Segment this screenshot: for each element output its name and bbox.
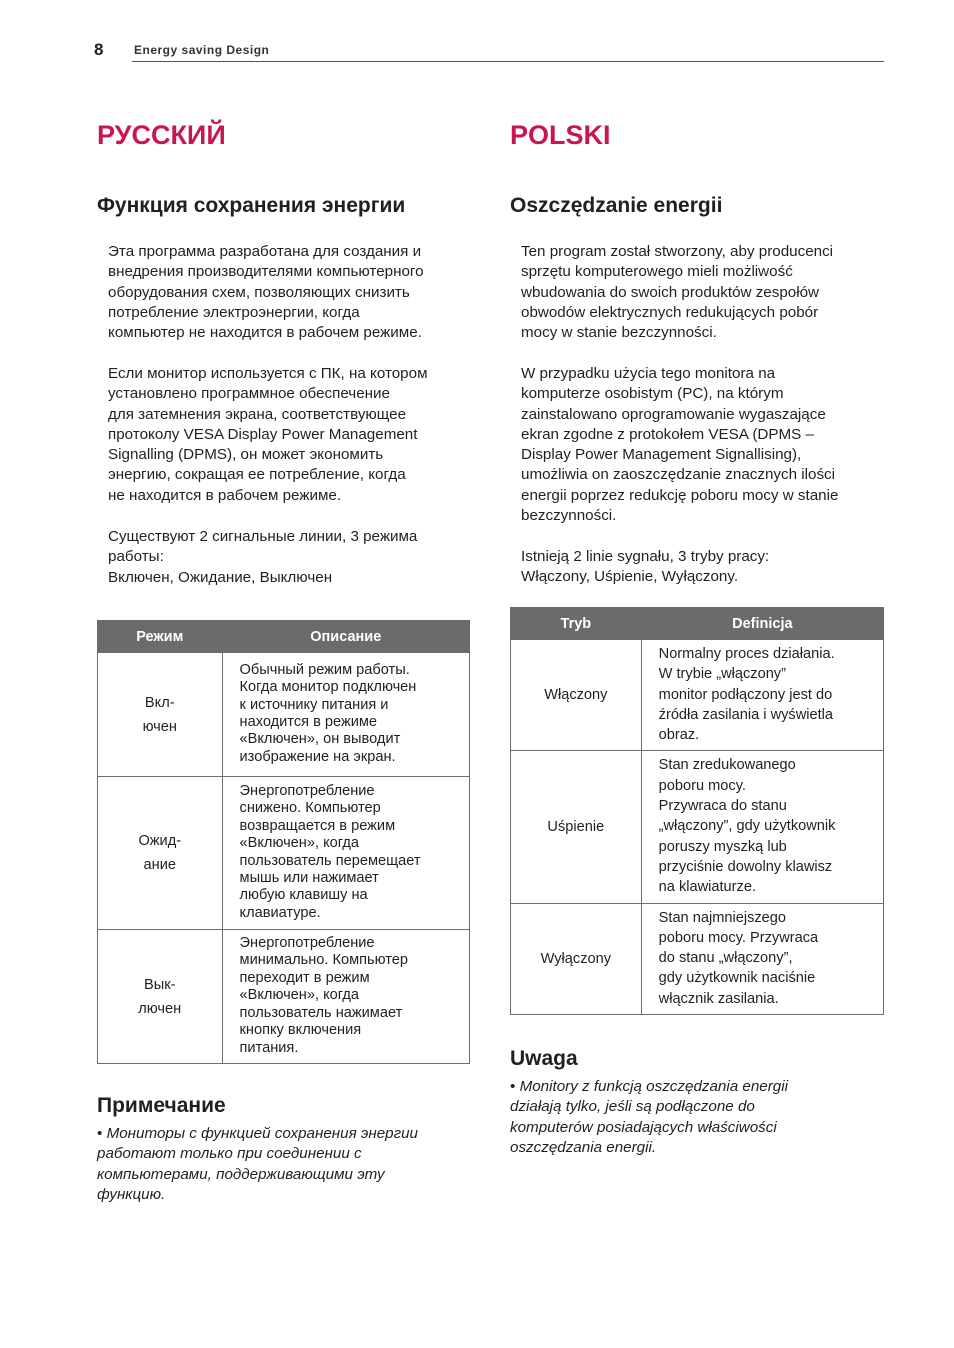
russian-paragraph: Эта программа разработана для создания и внедрения производителями компьютерного оборудования схем, позволяющих снизить потребление электроэнергии, когда компьютер не находится в рабочем режиме. [108, 243, 424, 342]
description-cell: Энергопотребление минимально. Компьютер переходит в режим «Включен», когда пользователь нажимает кнопку включения питания. [222, 930, 469, 1064]
russian-note-title: Примечание [97, 1094, 226, 1117]
mode-label: Вкл- ючен [142, 694, 177, 735]
mode-label: Ожид- ание [138, 833, 182, 873]
note-body: Мониторы с функцией сохранения энергии работают только при соединении с компьютерами, поддерживающими эту функцию. [97, 1125, 419, 1203]
column-header-mode: Режим [98, 621, 223, 653]
russian-paragraph: Если монитор используется с ПК, на котором установлено программное обеспечение для затемнения экрана, соответствующее протоколу VESA Display Power Management Signalling (DPMS), он может экономить энергию, сокращая ее потребление, когда не находится в рабочем режиме. [108, 365, 428, 504]
bullet-marker: • [97, 1125, 103, 1142]
bullet-marker: • [510, 1078, 516, 1095]
polish-note-text [510, 1077, 884, 1158]
mode-label: Вык- лючен [138, 976, 182, 1017]
description-cell: Stan najmniejszego poboru mocy. Przywraca do stanu „włączony”, gdy użytkownik naciśnie włącznik zasilania. [641, 903, 883, 1014]
russian-note-text [97, 1124, 471, 1205]
column-header-description: Описание [222, 621, 469, 653]
mode-label: Wyłączony [540, 950, 612, 967]
russian-paragraph: Существуют 2 сигнальные линии, 3 режима работы: Включен, Ожидание, Выключен [108, 528, 418, 586]
table-row [511, 903, 884, 1014]
note-body: Monitory z funkcją oszczędzania energii działają tylko, jeśli są podłączone do komputerów posiadających właściwości oszczędzania energii. [510, 1078, 789, 1156]
table-header-row [98, 621, 470, 653]
polish-paragraph: Ten program został stworzony, aby producenci sprzętu komputerowego mieli możliwość wbudowania do swoich produktów zespołów obwodów elektrycznych redukujących pobór mocy w stanie bezczynności. [521, 243, 834, 342]
mode-cell [98, 777, 223, 930]
polish-paragraph: Istnieją 2 linie sygnału, 3 tryby pracy: Włączony, Uśpienie, Wyłączony. [521, 548, 770, 586]
column-header-description: Definicja [641, 608, 883, 640]
header-title: Energy saving Design [134, 43, 270, 57]
table-row [98, 653, 470, 777]
column-header-mode: Tryb [511, 608, 642, 640]
description-cell: Stan zredukowanego poboru mocy. Przywraca do stanu „włączony”, gdy użytkownik poruszy myszką lub przyciśnie dowolny klawisz na klawiaturze. [641, 751, 883, 903]
polish-note-title: Uwaga [510, 1047, 578, 1070]
table-header-row [511, 608, 884, 640]
russian-modes-table [97, 620, 470, 1064]
description-cell: Энергопотребление снижено. Компьютер возвращается в режим «Включен», когда пользователь перемещает мышь или нажимает любую клавишу на клавиатуре. [222, 777, 469, 930]
mode-cell [98, 930, 223, 1064]
mode-label: Włączony [544, 687, 608, 704]
table-row [98, 777, 470, 930]
mode-cell [98, 653, 223, 777]
polish-language-title: POLSKI [510, 120, 611, 150]
table-row [511, 640, 884, 751]
polish-section-title: Oszczędzanie energii [510, 194, 723, 217]
polish-paragraph: W przypadku użycia tego monitora na komputerze osobistym (PC), na którym zainstalowano oprogramowanie wygaszające ekran zgodne z protokołem VESA (DPMS – Display Power Management Signallising), umożliwia on zaoszczędzanie znacznych ilości energii poprzez redukcję poboru mocy w stanie bezczynności. [521, 365, 839, 525]
russian-language-title: РУССКИЙ [97, 120, 226, 150]
table-row [98, 930, 470, 1064]
table-row [511, 751, 884, 903]
polish-modes-table [510, 607, 884, 1015]
page-number: 8 [94, 40, 104, 59]
description-cell: Обычный режим работы. Когда монитор подключен к источнику питания и находится в режиме «Включен», он выводит изображение на экран. [222, 653, 469, 777]
mode-cell [511, 903, 642, 1014]
header-divider [132, 61, 884, 62]
russian-section-title: Функция сохранения энергии [97, 194, 406, 217]
mode-label: Uśpienie [547, 819, 605, 836]
mode-cell [511, 640, 642, 751]
description-cell: Normalny proces działania. W trybie „włączony” monitor podłączony jest do źródła zasilania i wyświetla obraz. [641, 640, 883, 751]
mode-cell [511, 751, 642, 903]
